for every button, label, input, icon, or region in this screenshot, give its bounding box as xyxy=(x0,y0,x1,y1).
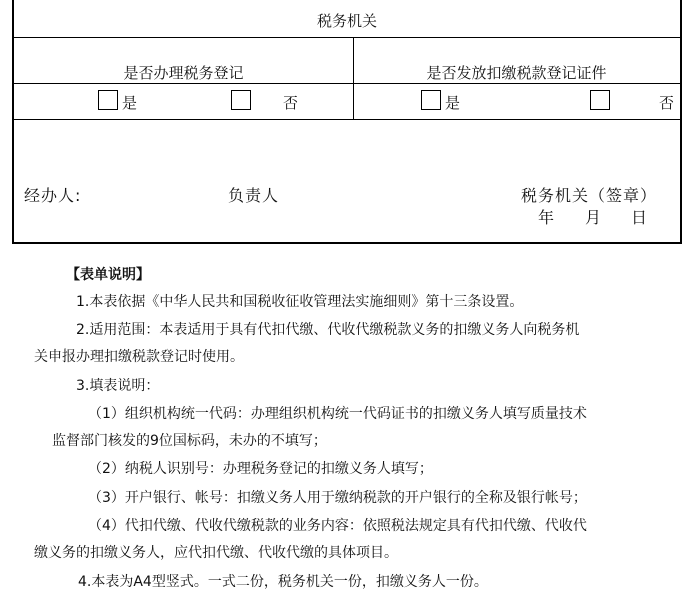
note-line: （2）纳税人识别号：办理税务登记的扣缴义务人填写； xyxy=(88,461,433,477)
tax-registration-no-label: 否 xyxy=(283,94,299,112)
tax-registration-question: 是否办理税务登记 xyxy=(123,64,244,82)
date-year-label: 年 xyxy=(538,208,556,227)
certificate-yes-label: 是 xyxy=(445,94,461,112)
note-line: 缴义务的扣缴义务人，应代扣代缴、代收代缴的具体项目。 xyxy=(34,545,398,561)
note-line: 2.适用范围：本表适用于具有代扣代缴、代收代缴税款义务的扣缴义务人向税务机 xyxy=(76,322,580,338)
tax-registration-no-checkbox[interactable] xyxy=(231,90,251,110)
seal-label: 税务机关（签章） xyxy=(521,186,658,205)
certificate-no-label: 否 xyxy=(659,94,675,112)
note-line: 关申报办理扣缴税款登记时使用。 xyxy=(34,349,244,365)
note-line: （1）组织机构统一代码：办理组织机构统一代码证书的扣缴义务人填写质量技术 xyxy=(88,406,587,422)
date-day-label: 日 xyxy=(631,208,649,227)
note-line: （3）开户银行、帐号：扣缴义务人用于缴纳税款的开户银行的全称及银行帐号； xyxy=(88,490,587,506)
authority-header: 税务机关 xyxy=(316,12,377,30)
authority-header-row xyxy=(14,0,680,38)
note-line: 1.本表依据《中华人民共和国税收征收管理法实施细则》第十三条设置。 xyxy=(76,294,524,310)
responsible-label: 负责人 xyxy=(228,186,280,205)
question-row xyxy=(14,38,680,84)
date-month-label: 月 xyxy=(585,208,603,227)
note-line: （4）代扣代缴、代收代缴税款的业务内容：依照税法规定具有代扣代缴、代收代 xyxy=(88,518,587,534)
note-line: 监督部门核发的9位国标码，未办的不填写； xyxy=(52,433,327,449)
answer-row xyxy=(14,84,680,120)
note-line: 3.填表说明： xyxy=(76,378,160,394)
tax-registration-yes-label: 是 xyxy=(122,94,138,112)
handler-label: 经办人: xyxy=(24,186,82,205)
registration-form-table xyxy=(12,0,682,244)
notes-heading: 【表单说明】 xyxy=(66,267,150,283)
withholding-certificate-question: 是否发放扣缴税款登记证件 xyxy=(426,64,607,82)
note-line: 4.本表为A4型竖式。一式二份，税务机关一份，扣缴义务人一份。 xyxy=(78,574,488,590)
certificate-yes-checkbox[interactable] xyxy=(421,90,441,110)
certificate-no-checkbox[interactable] xyxy=(590,90,610,110)
tax-registration-yes-checkbox[interactable] xyxy=(98,90,118,110)
